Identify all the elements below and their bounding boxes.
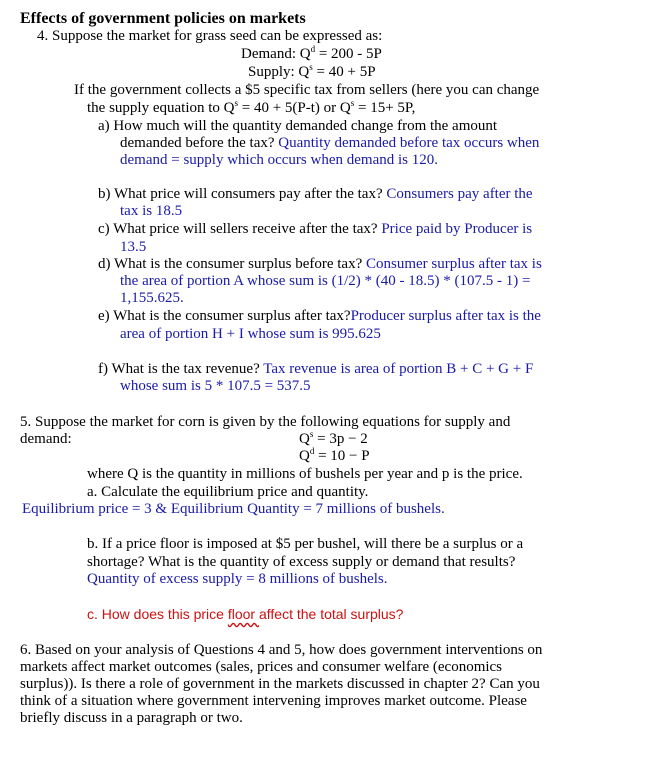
q6-line-2: markets affect market outcomes (sales, prices and consumer welfare (economics — [20, 659, 503, 675]
q6-line-1: 6. Based on your analysis of Questions 4 and 5, how does government interventions on — [20, 642, 543, 658]
q6-line-5: briefly discuss in a paragraph or two. — [20, 710, 243, 726]
q6-line-4: think of a situation where government intervening improves market outcome. Please — [20, 693, 527, 709]
page-title: Effects of government policies on markets — [20, 10, 306, 27]
q5c-question: c. How does this price floor affect the total surplus? — [87, 606, 404, 622]
q4c-answer-2: 13.5 — [120, 239, 147, 255]
q4d-answer-3: 1,155.625. — [120, 290, 184, 306]
q5-intro-1: 5. Suppose the market for corn is given by the following equations for supply and — [20, 414, 511, 430]
q5b-answer: Quantity of excess supply = 8 millions of bushels. — [87, 571, 388, 587]
q4-demand-equation: Demand: $Q^d = 200 - 5P$ — [241, 44, 382, 62]
q4f-answer-2: whose sum is 5 * 107.5 = 537.5 — [120, 378, 311, 394]
q4e-answer-1: Producer surplus after tax is the — [350, 308, 541, 324]
q4-tax-line-1: If the government collects a $5 specific tax from sellers (here you can change — [74, 82, 540, 98]
q4e-question: e) What is the consumer surplus after tax?Producer surplus after tax is the — [98, 308, 541, 324]
q5-supply-equation: $Q^s = 3p - 2$ — [299, 429, 368, 447]
q4a-answer-1: Quantity demanded before tax occurs when — [278, 135, 540, 151]
q5b-question-2: shortage? What is the quantity of excess supply or demand that results? — [87, 554, 516, 570]
q4b-answer-1: Consumers pay after the — [386, 186, 533, 202]
q4f-question: f) What is the tax revenue? Tax revenue is area of portion B + C + G + F — [98, 361, 534, 377]
q5-demand-equation: $Q^d = 10 - P$ — [299, 446, 370, 464]
q5a-question: a. Calculate the equilibrium price and quantity. — [87, 484, 369, 500]
q4-supply-equation: Supply: $Q^s = 40 + 5P$ — [248, 62, 376, 80]
q4a-answer-2: demand = supply which occurs when demand is 120. — [120, 152, 438, 168]
q5-where: where Q is the quantity in millions of bushels per year and p is the price. — [87, 466, 523, 482]
q4a-question-2: demanded before the tax? Quantity demanded before tax occurs when — [120, 135, 540, 151]
q4-tax-line-2: the supply equation to $Q^s = 40 + 5(P-t)$ or $Q^s = 15+ 5P$, — [87, 98, 416, 116]
q4d-answer-1: Consumer surplus after tax is — [365, 256, 542, 272]
q4c-question: c) What price will sellers receive after the tax? Price paid by Producer is — [98, 221, 533, 237]
q5a-answer: Equilibrium price = 3 & Equilibrium Quantity = 7 millions of bushels. — [22, 501, 445, 517]
q4e-answer-2: area of portion H + I whose sum is 995.625 — [120, 326, 381, 342]
q4b-question: b) What price will consumers pay after the tax? Consumers pay after the — [98, 186, 533, 202]
q4c-answer-1: Price paid by Producer is — [381, 221, 533, 237]
q6-line-3: surplus)). Is there a role of government in the markets discussed in chapter 2? Can you — [20, 676, 540, 692]
q4b-answer-2: tax is 18.5 — [120, 203, 183, 219]
q4-intro: 4. Suppose the market for grass seed can be expressed as: — [37, 28, 383, 44]
q4d-question: d) What is the consumer surplus before tax? Consumer surplus after tax is — [98, 256, 542, 272]
q4a-question-1: a) How much will the quantity demanded change from the amount — [98, 118, 498, 134]
q4d-answer-2: the area of portion A whose sum is (1/2) * (40 - 18.5) * (107.5 - 1) = — [120, 273, 531, 289]
q4f-answer-1: Tax revenue is area of portion B + C + G + F — [263, 361, 534, 377]
q5b-question-1: b. If a price floor is imposed at $5 per bushel, will there be a surplus or a — [87, 536, 524, 552]
q5-intro-2: demand: — [20, 431, 72, 447]
